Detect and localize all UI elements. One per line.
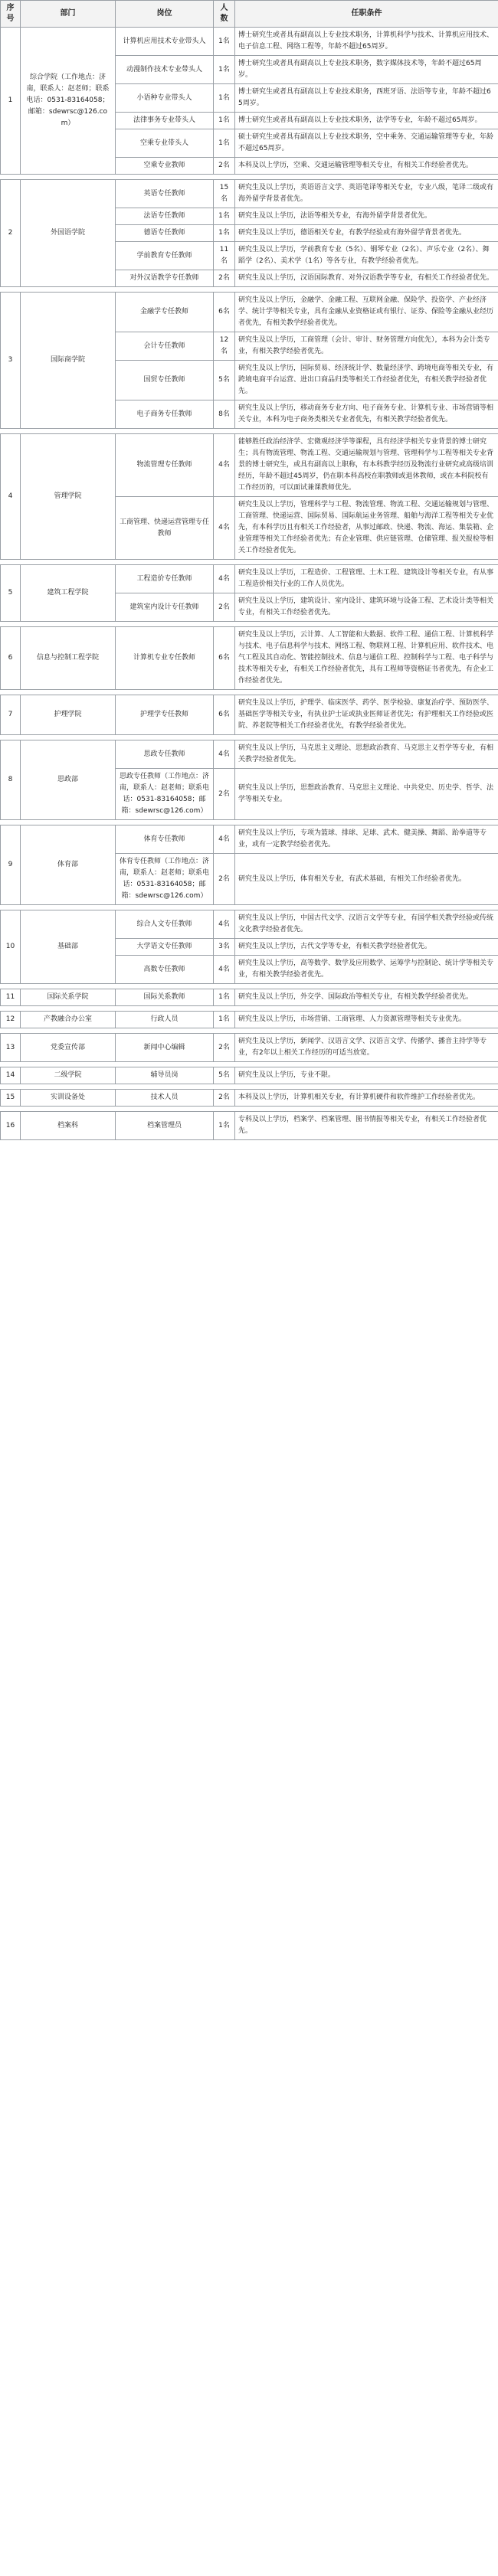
separator-cell — [1, 560, 498, 565]
separator-cell — [1, 984, 498, 989]
seq-cell: 1 — [1, 28, 21, 175]
position-cell: 空乘专业教师 — [116, 158, 214, 175]
position-cell: 小语种专业带头人 — [116, 84, 214, 113]
conditions-cell: 研究生及以上学历，专业不限。 — [235, 1067, 498, 1084]
conditions-cell: 博士研究生或者具有副高以上专业技术职务，计算机科学与技术、计算机应用技术、电子信息工程、网络工程等，年龄不超过65周岁。 — [235, 28, 498, 56]
conditions-cell: 研究生及以上学历，市场营销、工商管理、人力资源管理等相关专业优先。 — [235, 1012, 498, 1028]
count-cell: 6名 — [214, 293, 235, 332]
position-cell: 综合人文专任教师 — [116, 910, 214, 939]
separator-cell — [1, 905, 498, 910]
seq-cell: 6 — [1, 627, 21, 690]
table-row — [1, 1012, 498, 1028]
separator-cell — [1, 1107, 498, 1112]
position-cell: 体育专任教师（工作地点：济南，联系人：赵老师；联系电话：0531-83164058；邮箱：sdewrsc@126.com） — [116, 854, 214, 905]
position-cell: 物流管理专任教师 — [116, 434, 214, 497]
dept-cell: 党委宣传部 — [21, 1034, 116, 1062]
conditions-cell: 研究生及以上学历，建筑设计、室内设计、建筑环境与设备工程、艺术设计类等相关专业，有相关工作经验者优先。 — [235, 593, 498, 622]
seq-cell: 8 — [1, 740, 21, 820]
table-row — [1, 825, 498, 854]
count-cell: 1名 — [214, 84, 235, 113]
conditions-cell: 研究生及以上学历，古代文学等专业，有相关教学经验者优先。 — [235, 939, 498, 956]
seq-cell: 2 — [1, 180, 21, 287]
count-cell: 4名 — [214, 825, 235, 854]
position-cell: 体育专任教师 — [116, 825, 214, 854]
seq-cell: 9 — [1, 825, 21, 905]
count-cell: 1名 — [214, 129, 235, 158]
position-cell: 新闻中心编辑 — [116, 1034, 214, 1062]
position-cell: 行政人员 — [116, 1012, 214, 1028]
conditions-cell: 研究生及以上学历，法语等相关专业，有海外留学背景者优先。 — [235, 208, 498, 225]
conditions-cell: 研究生及以上学历，护理学、临床医学、药学、医学检验、康复治疗学、预防医学、基础医学等相关专业，有执业护士证或执业医师证者优先；有护理相关工作经验或医院、养老院等相关工作经验者优先，有教学经验者优先。 — [235, 695, 498, 735]
seq-cell: 15 — [1, 1090, 21, 1107]
conditions-cell: 研究生及以上学历，德语相关专业，有教学经验或有海外留学背景者优先。 — [235, 225, 498, 242]
conditions-cell: 硕士研究生或者具有副高以上专业技术职务，空中乘务、交通运输管理等专业，年龄不超过65周岁。 — [235, 129, 498, 158]
dept-cell: 二级学院 — [21, 1067, 116, 1084]
position-cell: 建筑室内设计专任教师 — [116, 593, 214, 622]
conditions-cell: 能够胜任政治经济学、宏微观经济学等课程，具有经济学相关专业背景的博士研究生；具有物流管理、物流工程、交通运输规划与管理、管理科学与工程等相关专业背景的博士研究生，或具有副高以上职称，有本科教学经历及物流行业研究或高级培训经历，年龄不超过45周岁，仍在职本科高校在职教师或退休教师，或在本科院校有工作经历的，可以面试兼课教师优先。 — [235, 434, 498, 497]
group-separator — [1, 1062, 498, 1067]
conditions-cell: 研究生及以上学历，金融学、金融工程、互联网金融、保险学、投资学、产业经济学、统计学等相关专业，具有金融从业资格证或有银行、证券、保险等金融从业经历者优先，有相关教学经验者优先。 — [235, 293, 498, 332]
position-cell: 电子商务专任教师 — [116, 400, 214, 429]
dept-cell: 综合学院（工作地点：济南，联系人：赵老师；联系电话：0531-83164058；邮箱：sdewrsc@126.com） — [21, 28, 116, 175]
position-cell: 工商管理、快递运营管理专任教师 — [116, 497, 214, 560]
table-row — [1, 434, 498, 497]
dept-cell: 档案科 — [21, 1112, 116, 1140]
group-separator — [1, 287, 498, 293]
position-cell: 学前教育专任教师 — [116, 242, 214, 270]
count-cell: 1名 — [214, 1012, 235, 1028]
count-cell: 1名 — [214, 113, 235, 129]
count-cell: 15名 — [214, 180, 235, 208]
position-cell: 法律事务专业带头人 — [116, 113, 214, 129]
conditions-cell: 研究生及以上学历，工程造价、工程管理、土木工程、建筑设计等相关专业，有从事工程造价相关行业的工作人员优先。 — [235, 565, 498, 593]
table-row — [1, 1034, 498, 1062]
table-row — [1, 1112, 498, 1140]
seq-cell: 14 — [1, 1067, 21, 1084]
count-cell: 12名 — [214, 332, 235, 361]
table-row — [1, 627, 498, 690]
count-cell: 2名 — [214, 158, 235, 175]
table-row — [1, 695, 498, 735]
position-cell: 法语专任教师 — [116, 208, 214, 225]
group-separator — [1, 175, 498, 180]
conditions-cell: 博士研究生或者具有副高以上专业技术职务，数字媒体技术等，年龄不超过65周岁。 — [235, 56, 498, 84]
dept-cell: 外国语学院 — [21, 180, 116, 287]
group-separator — [1, 1006, 498, 1012]
header-seq: 序号 — [1, 1, 21, 28]
count-cell: 3名 — [214, 939, 235, 956]
conditions-cell: 研究生及以上学历，思想政治教育、马克思主义理论、中共党史、历史学、哲学、法学等相关专业。 — [235, 769, 498, 820]
group-separator — [1, 690, 498, 695]
table-row — [1, 180, 498, 208]
group-separator — [1, 1107, 498, 1112]
count-cell: 4名 — [214, 497, 235, 560]
separator-cell — [1, 735, 498, 740]
conditions-cell: 专科及以上学历，档案学、档案管理、图书情报等相关专业，有相关工作经验者优先。 — [235, 1112, 498, 1140]
count-cell: 2名 — [214, 593, 235, 622]
group-separator — [1, 429, 498, 434]
dept-cell: 建筑工程学院 — [21, 565, 116, 622]
separator-cell — [1, 1062, 498, 1067]
separator-cell — [1, 287, 498, 293]
count-cell: 1名 — [214, 989, 235, 1006]
conditions-cell: 研究生及以上学历，学前教育专业（5名）、钢琴专业（2名）、声乐专业（2名）、舞蹈学（2名）、美术学（1名）等各专业，有教学经验者优先。 — [235, 242, 498, 270]
seq-cell: 16 — [1, 1112, 21, 1140]
count-cell: 1名 — [214, 1112, 235, 1140]
separator-cell — [1, 820, 498, 825]
table-row — [1, 740, 498, 769]
separator-cell — [1, 622, 498, 627]
table-row — [1, 293, 498, 332]
count-cell: 5名 — [214, 361, 235, 400]
position-cell: 会计专任教师 — [116, 332, 214, 361]
conditions-cell: 研究生及以上学历，汉语国际教育、对外汉语教学等专业，有相关工作经验者优先。 — [235, 270, 498, 287]
position-cell: 国贸专任教师 — [116, 361, 214, 400]
group-separator — [1, 560, 498, 565]
table-body — [1, 28, 498, 1140]
position-cell: 空乘专业带头人 — [116, 129, 214, 158]
conditions-cell: 研究生及以上学历，中国古代文学、汉语言文学等专业，有国学相关教学经验或传统文化教学经验者优先。 — [235, 910, 498, 939]
position-cell: 国际关系教师 — [116, 989, 214, 1006]
count-cell: 6名 — [214, 695, 235, 735]
count-cell: 6名 — [214, 627, 235, 690]
position-cell: 德语专任教师 — [116, 225, 214, 242]
table-row — [1, 565, 498, 593]
conditions-cell: 研究生及以上学历，工商管理（会计、审计、财务管理方向优先），本科为会计类专业，有相关教学经验者优先。 — [235, 332, 498, 361]
seq-cell: 12 — [1, 1012, 21, 1028]
position-cell: 档案管理员 — [116, 1112, 214, 1140]
count-cell: 4名 — [214, 565, 235, 593]
position-cell: 思政专任教师（工作地点：济南，联系人：赵老师；联系电话：0531-83164058；邮箱：sdewrsc@126.com） — [116, 769, 214, 820]
count-cell: 1名 — [214, 28, 235, 56]
count-cell: 4名 — [214, 740, 235, 769]
dept-cell: 护理学院 — [21, 695, 116, 735]
count-cell: 1名 — [214, 208, 235, 225]
seq-cell: 13 — [1, 1034, 21, 1062]
seq-cell: 10 — [1, 910, 21, 984]
group-separator — [1, 1028, 498, 1034]
separator-cell — [1, 1028, 498, 1034]
conditions-cell: 研究生及以上学历，外交学、国际政治等相关专业，有相关教学经验者优先。 — [235, 989, 498, 1006]
dept-cell: 产教融合办公室 — [21, 1012, 116, 1028]
dept-cell: 思政部 — [21, 740, 116, 820]
header-dept: 部门 — [21, 1, 116, 28]
table-row — [1, 1090, 498, 1107]
position-cell: 金融学专任教师 — [116, 293, 214, 332]
conditions-cell: 研究生及以上学历，马克思主义理论、思想政治教育、马克思主义哲学等专业，有相关教学经验者优先。 — [235, 740, 498, 769]
seq-cell: 5 — [1, 565, 21, 622]
group-separator — [1, 905, 498, 910]
dept-cell: 国际商学院 — [21, 293, 116, 429]
count-cell: 8名 — [214, 400, 235, 429]
recruitment-table — [0, 0, 498, 1140]
dept-cell: 实训设备处 — [21, 1090, 116, 1107]
position-cell: 思政专任教师 — [116, 740, 214, 769]
count-cell: 4名 — [214, 434, 235, 497]
position-cell: 动漫制作技术专业带头人 — [116, 56, 214, 84]
position-cell: 高数专任教师 — [116, 956, 214, 984]
conditions-cell: 研究生及以上学历，新闻学、汉语言文学、汉语言文学、传播学、播音主持学等专业，有2年以上相关工作经历的可适当放宽。 — [235, 1034, 498, 1062]
separator-cell — [1, 175, 498, 180]
group-separator — [1, 820, 498, 825]
conditions-cell: 研究生及以上学历，高等数学、数学及应用数学、运筹学与控制论、统计学等相关专业，有相关教学经验者优先。 — [235, 956, 498, 984]
dept-cell: 国际关系学院 — [21, 989, 116, 1006]
conditions-cell: 本科及以上学历，计算机相关专业，有计算机硬件和软件维护工作经验者优先。 — [235, 1090, 498, 1107]
separator-cell — [1, 690, 498, 695]
position-cell: 大学语文专任教师 — [116, 939, 214, 956]
header-position: 岗位 — [116, 1, 214, 28]
count-cell: 2名 — [214, 1034, 235, 1062]
header-conditions: 任职条件 — [235, 1, 498, 28]
count-cell: 2名 — [214, 769, 235, 820]
conditions-cell: 博士研究生或者具有副高以上专业技术职务，法学等专业，年龄不超过65周岁。 — [235, 113, 498, 129]
count-cell: 2名 — [214, 1090, 235, 1107]
position-cell: 辅导员岗 — [116, 1067, 214, 1084]
seq-cell: 7 — [1, 695, 21, 735]
group-separator — [1, 1084, 498, 1090]
count-cell: 2名 — [214, 270, 235, 287]
separator-cell — [1, 1006, 498, 1012]
dept-cell: 信息与控制工程学院 — [21, 627, 116, 690]
conditions-cell: 研究生及以上学历，移动商务专业方向、电子商务专业、计算机专业、市场营销等相关专业，本科为电子商务类相关专业者优先，有相关教学经验者优先。 — [235, 400, 498, 429]
conditions-cell: 研究生及以上学历，云计算、人工智能和大数据、软件工程、通信工程、计算机科学与技术、电子信息科学与技术、网络工程、物联网工程、计算机应用、软件技术、电气工程及其自动化、智能控制技术、信息与通信工程、控制科学与工程、电子科学与技术等相关专业，有相关工作经验者优先，具有工程师等资格证书者优先，有企业工作经验者优先。 — [235, 627, 498, 690]
separator-cell — [1, 1084, 498, 1090]
count-cell: 11名 — [214, 242, 235, 270]
conditions-cell: 研究生及以上学历，体育相关专业，有武术基础，有相关工作经验者优先。 — [235, 854, 498, 905]
position-cell: 对外汉语教学专任教师 — [116, 270, 214, 287]
separator-cell — [1, 429, 498, 434]
position-cell: 工程造价专任教师 — [116, 565, 214, 593]
seq-cell: 3 — [1, 293, 21, 429]
table-header-row — [1, 1, 498, 28]
count-cell: 2名 — [214, 854, 235, 905]
seq-cell: 4 — [1, 434, 21, 560]
header-count: 人数 — [214, 1, 235, 28]
dept-cell: 基础部 — [21, 910, 116, 984]
position-cell: 计算机应用技术专业带头人 — [116, 28, 214, 56]
count-cell: 1名 — [214, 225, 235, 242]
table-row — [1, 1067, 498, 1084]
group-separator — [1, 735, 498, 740]
position-cell: 护理学专任教师 — [116, 695, 214, 735]
dept-cell: 体育部 — [21, 825, 116, 905]
dept-cell: 管理学院 — [21, 434, 116, 560]
seq-cell: 11 — [1, 989, 21, 1006]
position-cell: 计算机专业专任教师 — [116, 627, 214, 690]
group-separator — [1, 622, 498, 627]
conditions-cell: 本科及以上学历，空乘、交通运输管理等相关专业，有相关工作经验者优先。 — [235, 158, 498, 175]
table-row — [1, 28, 498, 56]
conditions-cell: 博士研究生或者具有副高以上专业技术职务，西班牙语、法语等专业，年龄不超过65周岁。 — [235, 84, 498, 113]
position-cell: 英语专任教师 — [116, 180, 214, 208]
table-row — [1, 989, 498, 1006]
position-cell: 技术人员 — [116, 1090, 214, 1107]
table-row — [1, 910, 498, 939]
conditions-cell: 研究生及以上学历，管理科学与工程、物流管理、物流工程、交通运输规划与管理、工商管理、快递运营、国际贸易、国际航运业务管理、船舶与海洋工程等相关专业优先，有本科学历且有相关工作经验者，从事过邮政、快递、物流、海运、集装箱、企业管理等相关工作经验者优先；有企业管理、供应链管理、仓储管理、报关报检等相关工作经验者优先。 — [235, 497, 498, 560]
group-separator — [1, 984, 498, 989]
conditions-cell: 研究生及以上学历，国际贸易、经济统计学、数量经济学、跨境电商等相关专业，有跨境电商平台运营、进出口商品归类等相关工作经验者优先，有相关教学经验者优先。 — [235, 361, 498, 400]
count-cell: 5名 — [214, 1067, 235, 1084]
conditions-cell: 研究生及以上学历，英语语言文学、英语笔译等相关专业，专业八级，笔译二级或有海外留学背景者优先。 — [235, 180, 498, 208]
conditions-cell: 研究生及以上学历，专项为篮球、排球、足球、武术、健美操、舞蹈、跆拳道等专业，或有一定教学经验者优先。 — [235, 825, 498, 854]
count-cell: 1名 — [214, 56, 235, 84]
count-cell: 4名 — [214, 956, 235, 984]
count-cell: 4名 — [214, 910, 235, 939]
